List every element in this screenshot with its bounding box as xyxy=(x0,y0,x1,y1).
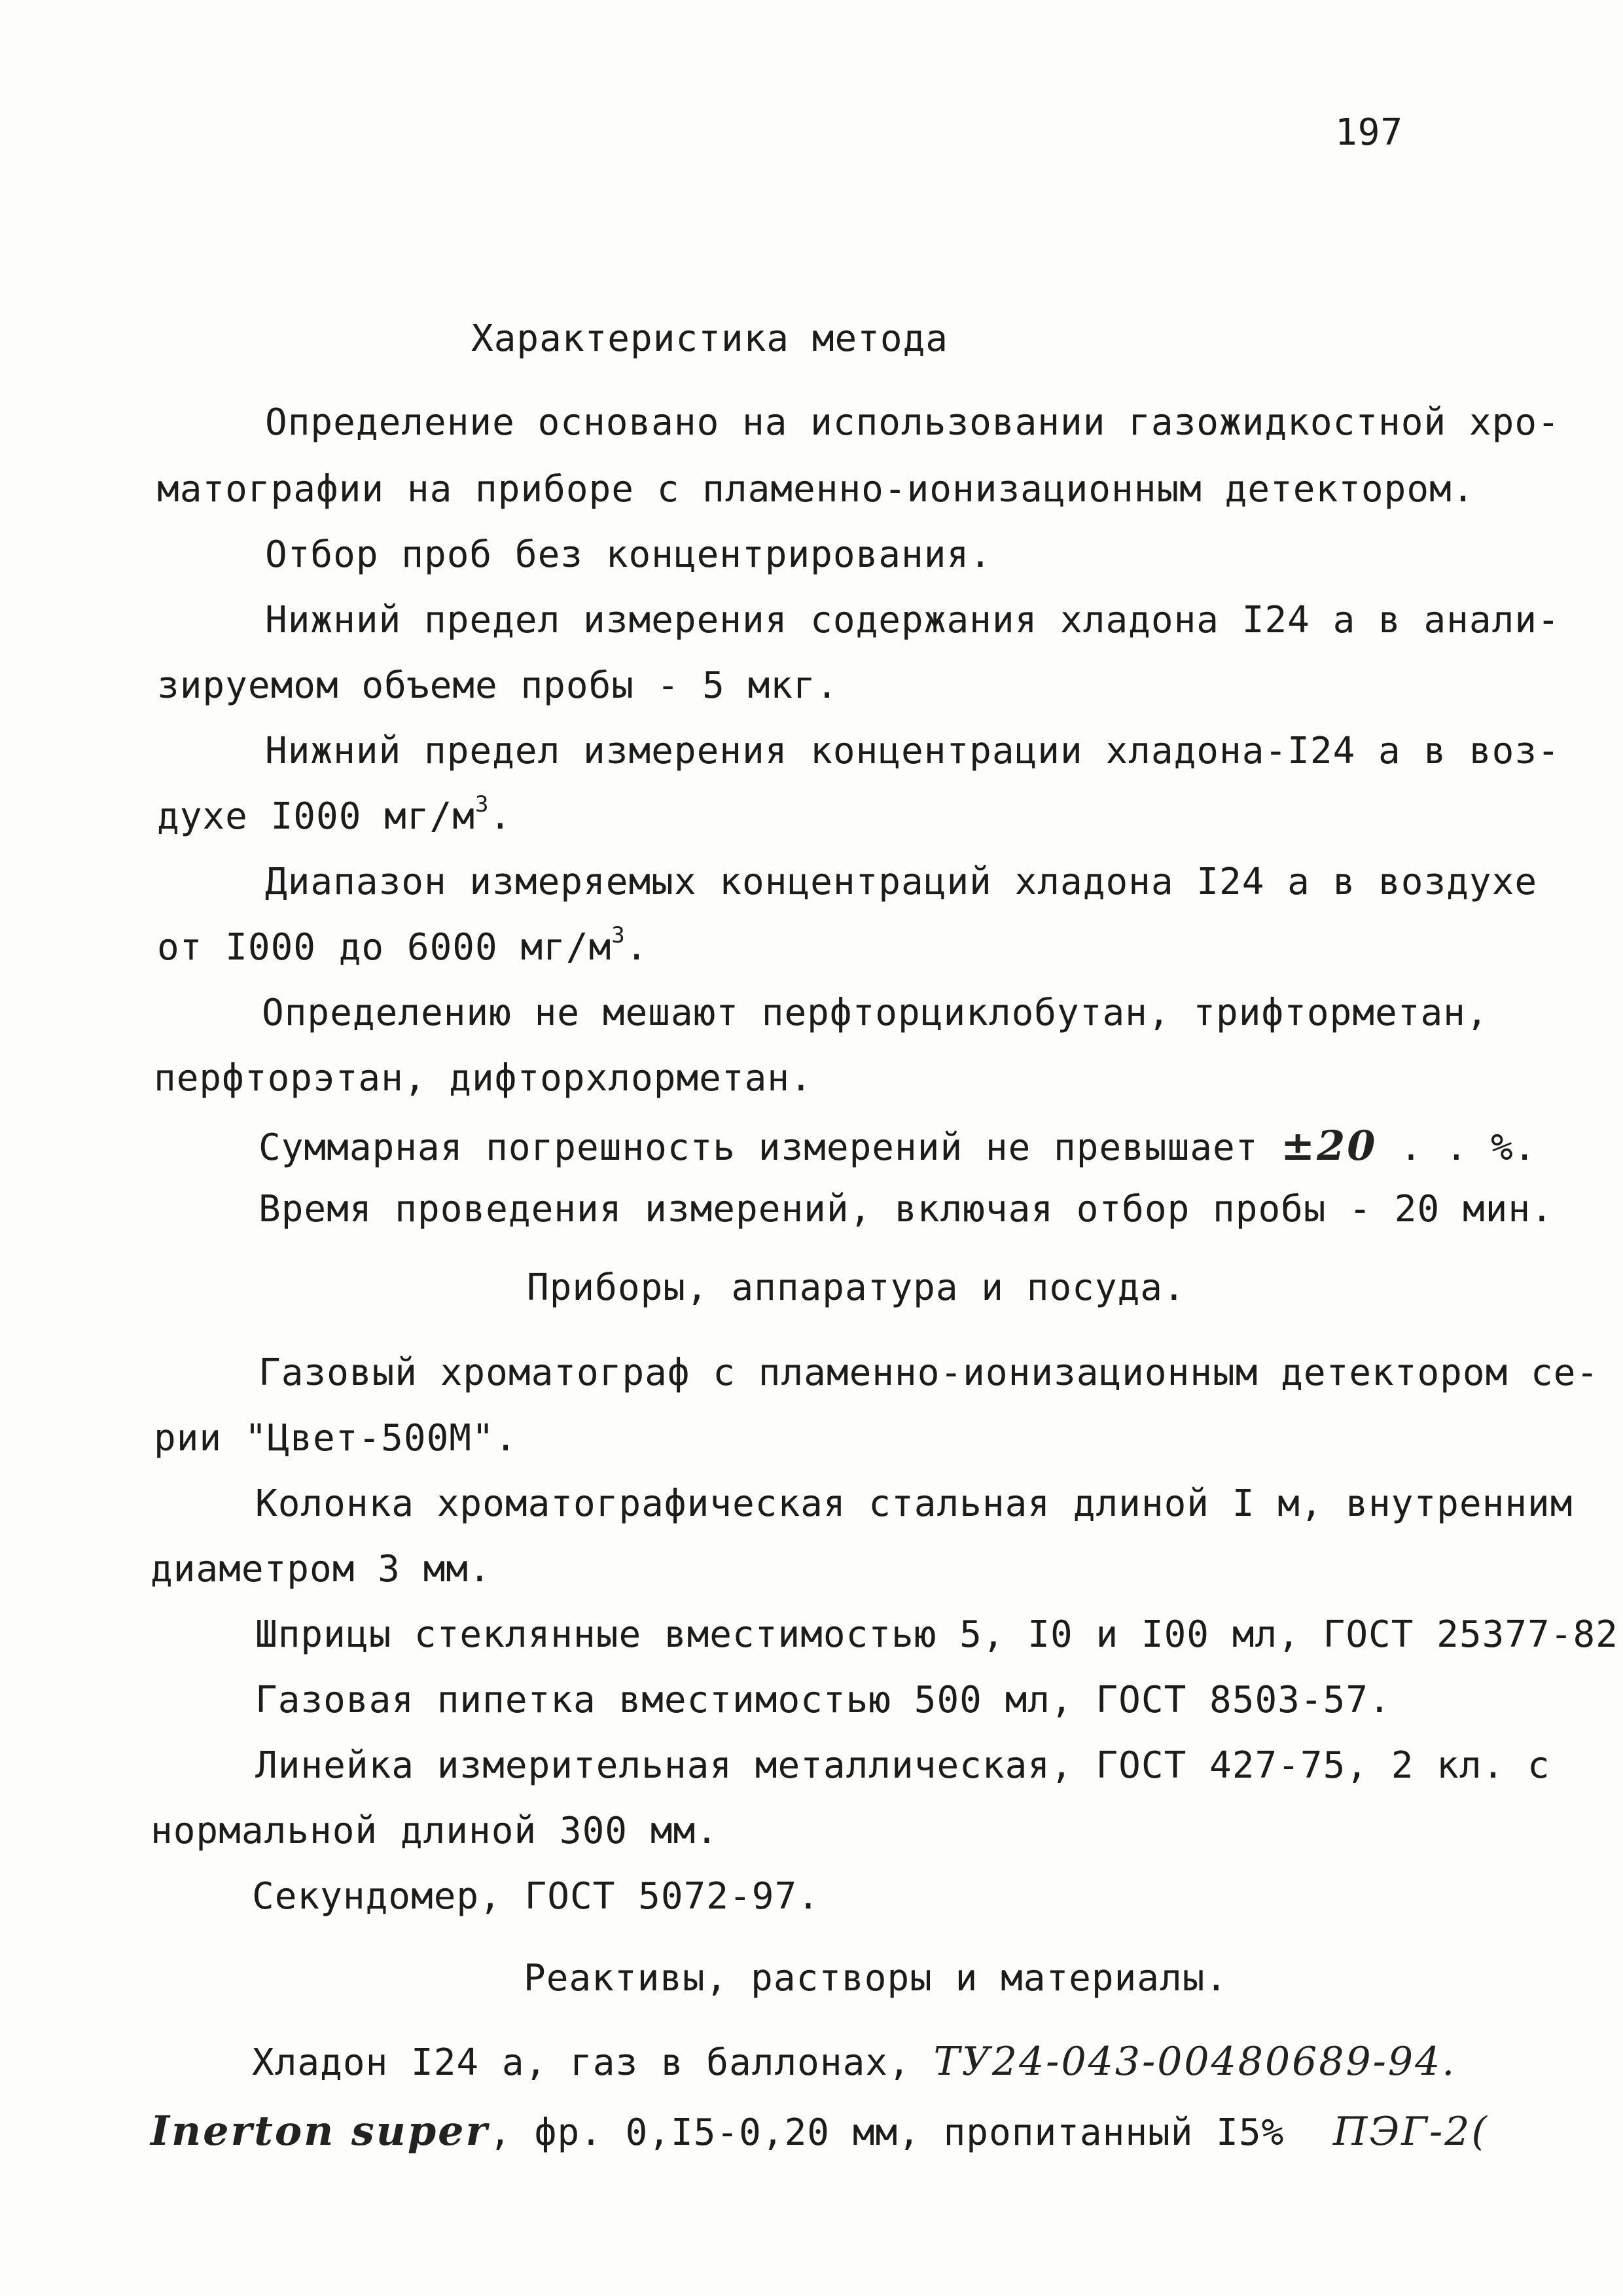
paragraph-line: зируемом объеме пробы - 5 мкг. xyxy=(157,664,839,707)
paragraph-line: Секундомер, ГОСТ 5072-97. xyxy=(252,1875,820,1918)
paragraph-line: Определение основано на использовании газожидкостной хро- xyxy=(265,401,1560,444)
paragraph-line: диаметром 3 мм. xyxy=(151,1548,491,1590)
handwritten-phase: ПЭГ-2( xyxy=(1333,2109,1489,2155)
paragraph-line: матографии на приборе с пламенно-ионизационным детектором. xyxy=(157,468,1475,511)
paragraph-line: рии "Цвет-500М". xyxy=(154,1417,518,1460)
text-run: . xyxy=(625,926,649,969)
text-run: от I000 до 6000 мг/м xyxy=(157,926,612,969)
text-run: , фр. 0,I5-0,20 мм, пропитанный I5% xyxy=(489,2111,1285,2154)
superscript: 3 xyxy=(475,791,490,817)
paragraph-line: Газовый хроматограф с пламенно-ионизационным детектором се- xyxy=(259,1352,1599,1394)
paragraph-line: Нижний предел измерения содержания хладона I24 а в анали- xyxy=(265,599,1560,641)
paragraph-line: Линейка измерительная металлическая, ГОСТ 427-75, 2 кл. с xyxy=(255,1744,1550,1787)
text-run: Хладон I24 а, газ в баллонах, xyxy=(252,2041,911,2084)
paragraph-line xyxy=(157,791,512,838)
paragraph-line: Диапазон измеряемых концентраций хладона I24 а в воздухе xyxy=(265,861,1538,903)
paragraph-line xyxy=(157,922,649,969)
paragraph-line xyxy=(259,1122,1537,1170)
handwritten-value: ±20 xyxy=(1281,1122,1378,1170)
text-run: . . %. xyxy=(1377,1126,1537,1169)
paragraph-line xyxy=(252,2039,1457,2085)
page-number: 197 xyxy=(1335,111,1404,154)
paragraph-line: Нижний предел измерения концентрации хладона-I24 а в воз- xyxy=(265,730,1560,772)
paragraph-line: Колонка хроматографическая стальная длиной I м, внутренним xyxy=(255,1482,1573,1525)
text-run: духе I000 мг/м xyxy=(157,795,476,838)
section-heading-reagents: Реактивы, растворы и материалы. xyxy=(524,1957,1228,2000)
section-heading-method: Характеристика метода xyxy=(471,317,949,360)
paragraph-line xyxy=(151,2107,1489,2155)
section-heading-instruments: Приборы, аппаратура и посуда. xyxy=(527,1266,1186,1309)
superscript: 3 xyxy=(611,922,626,948)
handwritten-spec: ТУ24-043-00480689-94. xyxy=(933,2039,1457,2085)
paragraph-line: нормальной длиной 300 мм. xyxy=(151,1810,719,1852)
paragraph-line: Время проведения измерений, включая отбор пробы - 20 мин. xyxy=(259,1188,1554,1230)
text-run: . xyxy=(489,795,512,838)
paragraph-line: Шприцы стеклянные вместимостью 5, I0 и I00 мл, ГОСТ 25377-82 xyxy=(255,1613,1618,1656)
paragraph-line: Газовая пипетка вместимостью 500 мл, ГОСТ 8503-57. xyxy=(255,1679,1391,1721)
paragraph-line: перфторэтан, дифторхлорметан. xyxy=(154,1057,813,1100)
paragraph-line: Отбор проб без концентрирования. xyxy=(265,533,992,576)
paragraph-line: Определению не мешают перфторциклобутан, трифторметан, xyxy=(262,992,1489,1034)
handwritten-sorbent: Inerton super xyxy=(151,2107,490,2155)
text-run: Суммарная погрешность измерений не превышает xyxy=(259,1126,1281,1169)
